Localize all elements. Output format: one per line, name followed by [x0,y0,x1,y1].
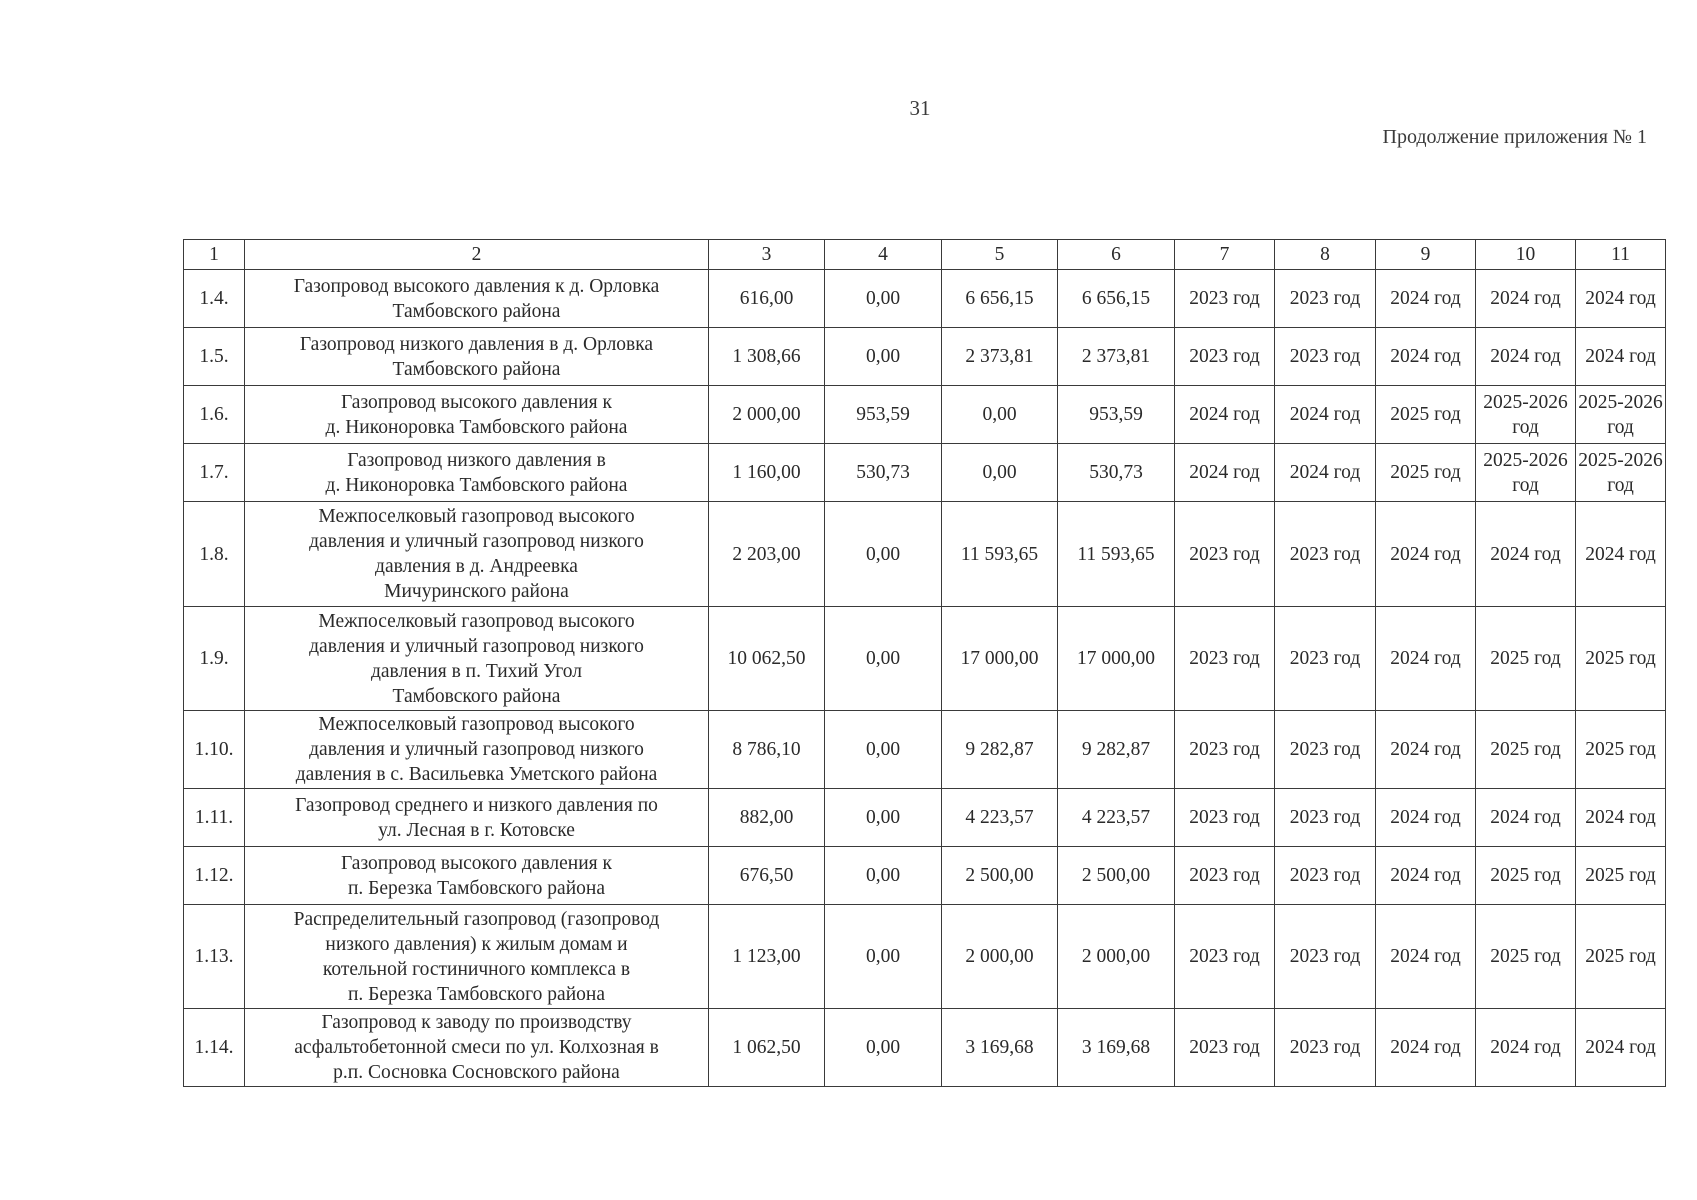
object-name-line: давления и уличный газопровод низкого [309,739,644,760]
column-header: 6 [1058,240,1175,270]
value-cell: 6 656,15 [942,270,1058,328]
column-header: 4 [825,240,942,270]
value-cell: 17 000,00 [1058,607,1175,711]
table-row [184,386,1666,444]
year-cell: 2024 год [1175,444,1275,502]
value-cell: 953,59 [1058,386,1175,444]
year-cell: 2025 год [1576,607,1666,711]
object-name-line: п. Березка Тамбовского района [348,877,605,899]
object-name-line: Газопровод низкого давления в д. Орловка [299,333,654,355]
year-cell: 2024 год [1476,502,1576,607]
year-cell: 2023 год [1175,270,1275,328]
year-cell: 2024 год [1576,270,1666,328]
column-header: 8 [1275,240,1376,270]
column-header: 10 [1476,240,1576,270]
column-header: 11 [1576,240,1666,270]
year-cell: 2025-2026 год [1576,444,1666,502]
year-cell: 2024 год [1376,502,1476,607]
value-cell: 4 223,57 [1058,789,1175,847]
value-cell: 2 000,00 [942,905,1058,1009]
year-cell: 2023 год [1175,328,1275,386]
year-cell: 2023 год [1175,847,1275,905]
value-cell: 616,00 [709,270,825,328]
year-cell: 2025 год [1476,847,1576,905]
object-name-line: Мичуринского района [384,581,569,602]
column-header: 5 [942,240,1058,270]
object-name-line: котельной гостиничного комплекса в [322,958,631,980]
object-name-cell [245,1009,709,1087]
value-cell: 1 123,00 [709,905,825,1009]
table-row [184,711,1666,789]
value-cell: 0,00 [825,905,942,1009]
object-name-line: Тамбовского района [392,358,561,380]
table-row [184,789,1666,847]
value-cell: 2 203,00 [709,502,825,607]
object-name-line: Газопровод высокого давления к [341,852,612,874]
row-number-cell: 1.6. [184,386,245,444]
year-cell: 2024 год [1275,444,1376,502]
value-cell: 1 308,66 [709,328,825,386]
object-name-line: Газопровод к заводу по производству [321,1012,632,1033]
object-name-cell [245,789,709,847]
object-name-line: Газопровод высокого давления к д. Орловка [293,275,660,297]
year-cell: 2024 год [1376,905,1476,1009]
value-cell: 0,00 [825,711,942,789]
year-cell: 2023 год [1275,905,1376,1009]
object-name-line: давления в д. Андреевка [375,556,578,577]
value-cell: 0,00 [825,328,942,386]
value-cell: 676,50 [709,847,825,905]
value-cell: 2 373,81 [1058,328,1175,386]
value-cell: 953,59 [825,386,942,444]
value-cell: 0,00 [825,1009,942,1087]
year-cell: 2023 год [1275,502,1376,607]
table-row [184,607,1666,711]
object-name-cell [245,905,709,1009]
object-name-line: Тамбовского района [392,300,561,322]
row-number-cell: 1.9. [184,607,245,711]
object-name-line: Газопровод среднего и низкого давления по [295,794,658,816]
year-cell: 2023 год [1275,328,1376,386]
table-row [184,905,1666,1009]
object-name-line: давления в п. Тихий Угол [370,660,583,682]
value-cell: 2 373,81 [942,328,1058,386]
value-cell: 2 000,00 [1058,905,1175,1009]
year-cell: 2025-2026 год [1576,386,1666,444]
year-cell: 2025-2026 год [1476,386,1576,444]
year-cell: 2023 год [1175,502,1275,607]
object-name-line: Распределительный газопровод (газопровод [293,908,660,930]
value-cell: 11 593,65 [942,502,1058,607]
year-cell: 2023 год [1175,711,1275,789]
value-cell: 2 500,00 [1058,847,1175,905]
year-cell: 2023 год [1175,789,1275,847]
table-row [184,328,1666,386]
value-cell: 3 169,68 [942,1009,1058,1087]
year-cell: 2025 год [1576,711,1666,789]
year-cell: 2023 год [1275,1009,1376,1087]
value-cell: 0,00 [942,386,1058,444]
column-header: 2 [245,240,709,270]
object-name-line: низкого давления) к жилым домам и [325,933,628,955]
year-cell: 2025 год [1576,847,1666,905]
object-name-cell [245,502,709,607]
column-header: 7 [1175,240,1275,270]
object-name-line: давления в с. Васильевка Уметского района [295,764,658,785]
column-header: 9 [1376,240,1476,270]
table-row [184,847,1666,905]
object-name-line: Межпоселковый газопровод высокого [318,506,635,527]
table-row [184,1009,1666,1087]
row-number-cell: 1.4. [184,270,245,328]
row-number-cell: 1.10. [184,711,245,789]
year-cell: 2024 год [1376,328,1476,386]
year-cell: 2024 год [1476,789,1576,847]
object-name-cell [245,607,709,711]
value-cell: 9 282,87 [1058,711,1175,789]
value-cell: 882,00 [709,789,825,847]
value-cell: 0,00 [825,607,942,711]
value-cell: 0,00 [825,502,942,607]
value-cell: 530,73 [825,444,942,502]
object-name-line: асфальтобетонной смеси по ул. Колхозная в [294,1037,659,1058]
object-name-line: Газопровод высокого давления к [341,391,612,413]
object-name-cell [245,847,709,905]
year-cell: 2023 год [1275,711,1376,789]
object-name-line: п. Березка Тамбовского района [348,983,605,1005]
column-header: 3 [709,240,825,270]
object-name-line: д. Никоноровка Тамбовского района [325,416,628,438]
object-name-cell [245,444,709,502]
appendix-continuation-label: Продолжение приложения № 1 [1382,126,1647,148]
year-cell: 2023 год [1275,607,1376,711]
table-row [184,270,1666,328]
year-cell: 2025 год [1376,386,1476,444]
year-cell: 2025 год [1576,905,1666,1009]
page-number: 31 [909,96,931,120]
year-cell: 2024 год [1376,1009,1476,1087]
column-header: 1 [184,240,245,270]
value-cell: 2 000,00 [709,386,825,444]
year-cell: 2024 год [1576,328,1666,386]
table-row [184,444,1666,502]
year-cell: 2024 год [1376,711,1476,789]
year-cell: 2025 год [1476,607,1576,711]
value-cell: 9 282,87 [942,711,1058,789]
year-cell: 2024 год [1476,328,1576,386]
object-name-cell [245,386,709,444]
object-name-line: Тамбовского района [392,685,561,707]
object-name-line: давления и уличный газопровод низкого [309,635,644,657]
value-cell: 3 169,68 [1058,1009,1175,1087]
year-cell: 2023 год [1175,905,1275,1009]
value-cell: 2 500,00 [942,847,1058,905]
year-cell: 2024 год [1576,789,1666,847]
year-cell: 2025 год [1376,444,1476,502]
year-cell: 2023 год [1175,1009,1275,1087]
object-name-line: Межпоселковый газопровод высокого [318,610,635,632]
year-cell: 2025 год [1476,905,1576,1009]
table-header-row [184,240,1666,270]
year-cell: 2024 год [1476,1009,1576,1087]
value-cell: 0,00 [825,789,942,847]
object-name-line: р.п. Сосновка Сосновского района [333,1062,620,1083]
value-cell: 6 656,15 [1058,270,1175,328]
object-name-line: Межпоселковый газопровод высокого [318,714,635,735]
object-name-cell [245,270,709,328]
row-number-cell: 1.11. [184,789,245,847]
row-number-cell: 1.8. [184,502,245,607]
object-name-line: д. Никоноровка Тамбовского района [325,474,628,496]
row-number-cell: 1.13. [184,905,245,1009]
year-cell: 2024 год [1576,1009,1666,1087]
value-cell: 17 000,00 [942,607,1058,711]
value-cell: 530,73 [1058,444,1175,502]
year-cell: 2025 год [1476,711,1576,789]
table-row [184,502,1666,607]
object-name-line: давления и уличный газопровод низкого [309,531,644,552]
year-cell: 2023 год [1275,270,1376,328]
year-cell: 2024 год [1376,270,1476,328]
year-cell: 2024 год [1275,386,1376,444]
value-cell: 11 593,65 [1058,502,1175,607]
object-name-cell [245,328,709,386]
object-name-cell [245,711,709,789]
row-number-cell: 1.7. [184,444,245,502]
value-cell: 0,00 [942,444,1058,502]
year-cell: 2024 год [1376,847,1476,905]
value-cell: 1 160,00 [709,444,825,502]
year-cell: 2024 год [1576,502,1666,607]
year-cell: 2024 год [1175,386,1275,444]
row-number-cell: 1.12. [184,847,245,905]
object-name-line: Газопровод низкого давления в [347,449,606,471]
value-cell: 8 786,10 [709,711,825,789]
value-cell: 4 223,57 [942,789,1058,847]
row-number-cell: 1.14. [184,1009,245,1087]
value-cell: 1 062,50 [709,1009,825,1087]
row-number-cell: 1.5. [184,328,245,386]
value-cell: 0,00 [825,270,942,328]
year-cell: 2023 год [1275,789,1376,847]
value-cell: 10 062,50 [709,607,825,711]
project-table [183,239,1666,1087]
year-cell: 2023 год [1175,607,1275,711]
year-cell: 2025-2026 год [1476,444,1576,502]
year-cell: 2024 год [1376,607,1476,711]
value-cell: 0,00 [825,847,942,905]
year-cell: 2023 год [1275,847,1376,905]
year-cell: 2024 год [1376,789,1476,847]
year-cell: 2024 год [1476,270,1576,328]
object-name-line: ул. Лесная в г. Котовске [378,819,575,841]
